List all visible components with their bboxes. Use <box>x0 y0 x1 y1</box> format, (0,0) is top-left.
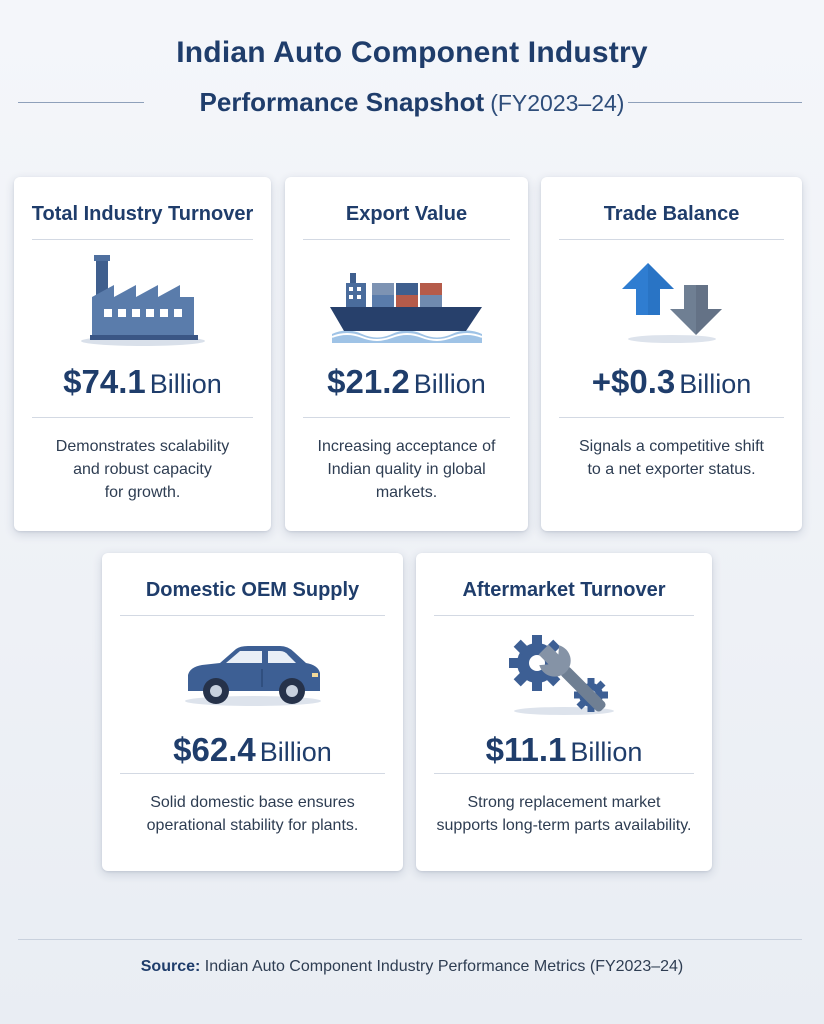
metric-unit: Billion <box>570 737 643 767</box>
card-divider-top <box>303 239 510 240</box>
metric-value <box>102 731 403 769</box>
metric-unit: Billion <box>149 369 222 399</box>
metric-unit: Billion <box>259 737 332 767</box>
description-line: operational stability for plants. <box>146 817 359 834</box>
description-line: and robust capacity <box>73 461 212 478</box>
card-divider-top <box>559 239 784 240</box>
metric-description <box>561 435 782 481</box>
description-line: Solid domestic base ensures <box>150 794 355 811</box>
card-divider-top <box>32 239 253 240</box>
metric-description <box>34 435 251 504</box>
metric-number: $62.4 <box>173 731 256 768</box>
description-line: Indian quality in global markets. <box>327 461 486 501</box>
description-line: for growth. <box>104 484 181 501</box>
card-export-value <box>285 177 528 531</box>
cargo-ship-icon <box>285 249 528 349</box>
metric-unit: Billion <box>413 369 486 399</box>
description-line: Increasing acceptance of <box>317 438 496 455</box>
car-icon <box>102 625 403 725</box>
metric-value <box>541 363 802 401</box>
description-line: to a net exporter status. <box>587 461 756 478</box>
metric-number: $74.1 <box>63 363 146 400</box>
card-title: Trade Balance <box>603 203 740 225</box>
source-note <box>0 958 824 976</box>
card-divider-top <box>434 615 694 616</box>
card-trade-balance <box>541 177 802 531</box>
card-divider-bottom <box>32 417 253 418</box>
card-divider-bottom <box>559 417 784 418</box>
factory-icon <box>14 249 271 349</box>
metric-value <box>14 363 271 401</box>
card-aftermarket-turnover <box>416 553 712 871</box>
card-divider-bottom <box>303 417 510 418</box>
card-divider-top <box>120 615 385 616</box>
title-rule-right <box>628 102 802 103</box>
card-title: Export Value <box>345 203 468 225</box>
subtitle-text: Performance Snapshot <box>199 87 485 117</box>
metric-number: $21.2 <box>327 363 410 400</box>
title-rule-left <box>18 102 144 103</box>
footer-divider <box>18 939 802 940</box>
card-title: Aftermarket Turnover <box>462 579 666 601</box>
card-title: Domestic OEM Supply <box>145 579 360 601</box>
metric-description <box>436 791 692 837</box>
description-line: Signals a competitive shift <box>579 438 764 455</box>
card-total-industry-turnover <box>14 177 271 531</box>
source-text: Indian Auto Component Industry Performance Metrics (FY2023–24) <box>204 958 684 975</box>
metric-value <box>285 363 528 401</box>
description-line: supports long-term parts availability. <box>436 817 692 834</box>
card-title: Total Industry Turnover <box>31 203 254 225</box>
header <box>0 30 824 124</box>
metric-number: $11.1 <box>485 731 567 768</box>
metric-number: +$0.3 <box>591 363 676 400</box>
metric-description <box>122 791 383 837</box>
metric-value <box>416 731 712 769</box>
metric-description <box>305 435 508 504</box>
card-divider-bottom <box>434 773 694 774</box>
subtitle-row <box>0 80 824 124</box>
subtitle-period: (FY2023–24) <box>490 90 625 116</box>
gears-wrench-icon <box>416 625 712 725</box>
up-down-arrows-icon <box>541 249 802 349</box>
source-label: Source: <box>140 958 201 975</box>
page-subtitle <box>200 80 625 125</box>
card-divider-bottom <box>120 773 385 774</box>
metric-unit: Billion <box>679 369 752 399</box>
card-domestic-oem-supply <box>102 553 403 871</box>
description-line: Demonstrates scalability <box>55 438 230 455</box>
page-title: Indian Auto Component Industry <box>176 36 648 69</box>
description-line: Strong replacement market <box>467 794 661 811</box>
